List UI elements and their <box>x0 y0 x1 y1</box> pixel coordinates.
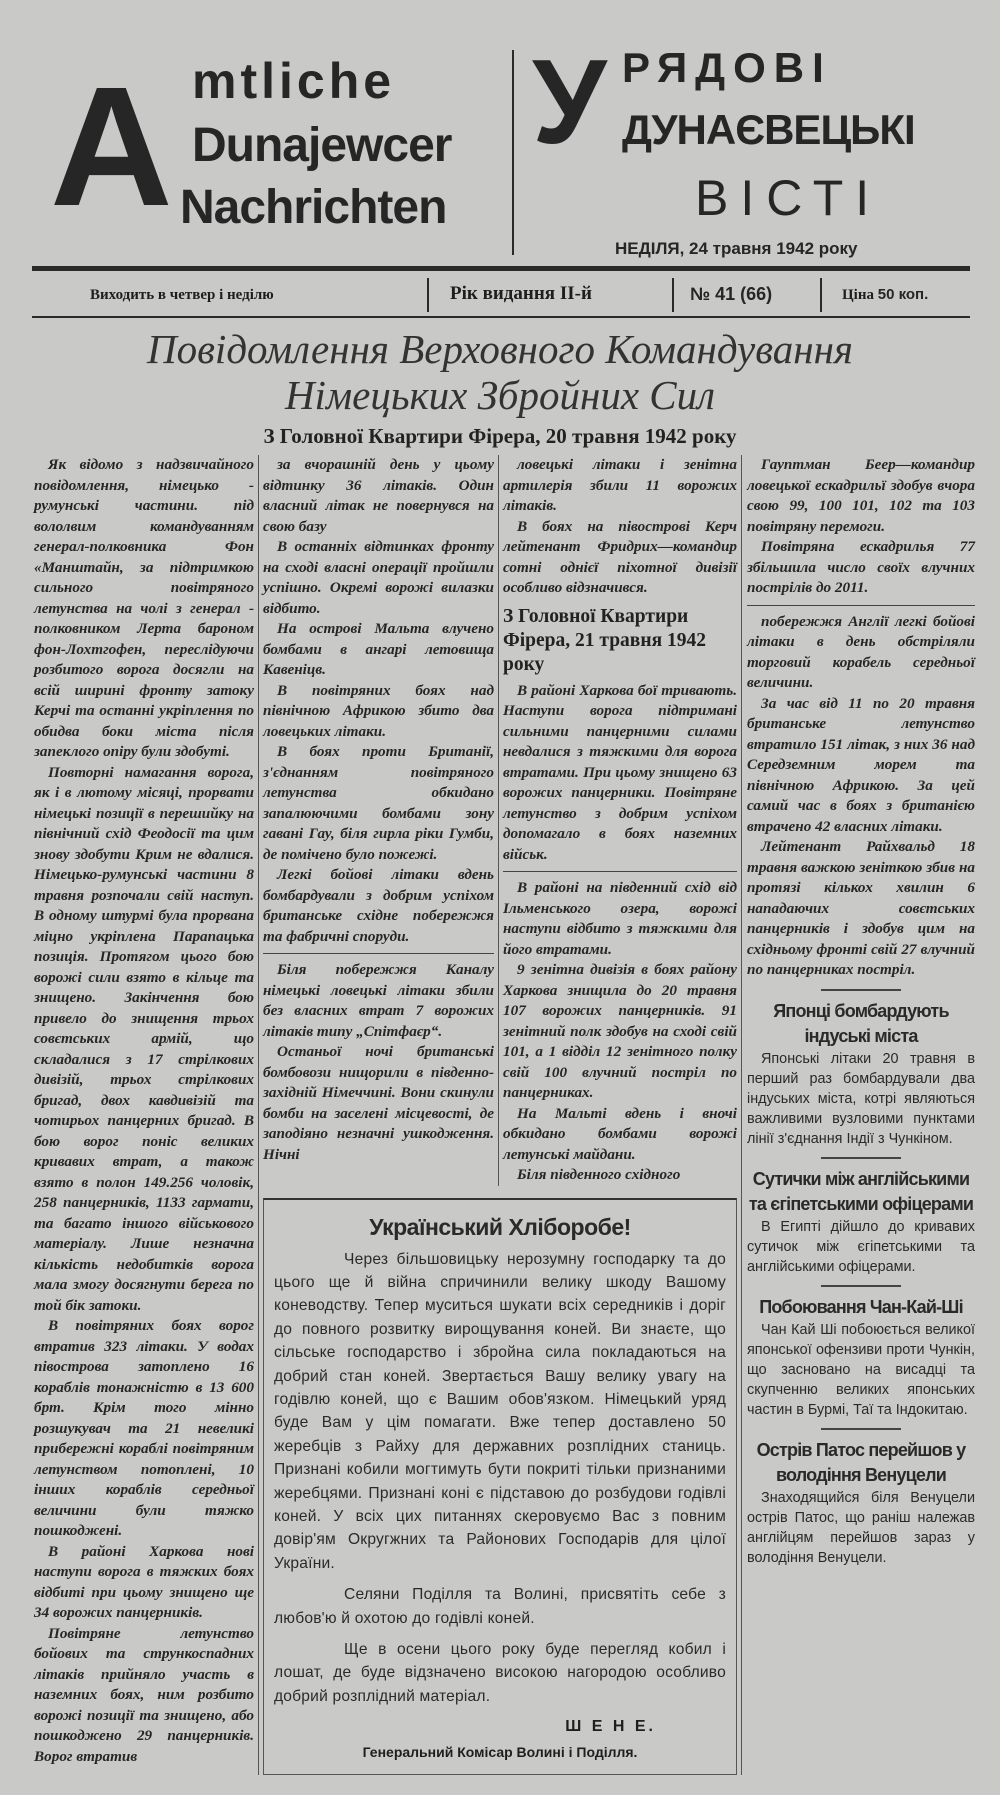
paragraph: Останьої ночі британські бомбовози нищорили в південно-західній Німеччині. Вони скинули бомби на заселені місцевості, де заподіяно незначні ушкодження. Нічні <box>263 1043 494 1163</box>
article-body <box>34 455 975 1795</box>
paragraph: В останніх відтинках фронту на сході власні операції пройшли успішно. Окремі ворожі вилазки відбито. <box>263 538 494 617</box>
paragraph: Біля побережжя Каналу німецькі ловецькі літаки збили без власних втрат 7 ворожих літаків типу „Спітфаєр“. <box>263 961 494 1040</box>
column-2-part-b <box>263 960 494 1165</box>
issue-number: № 41 (66) <box>690 284 773 304</box>
column-4-part-b <box>747 612 975 981</box>
publication-year: Рік видання II-й <box>450 283 592 304</box>
paragraph: Лейтенант Райхвальд 18 травня важкою зеніткою збив на протязі кількох хвилин 6 нападаючих совєтських панцерників і здобув цим на східньому фронті свій 27 влучний по панцерниках постріл. <box>747 838 975 978</box>
issue-date: НЕДІЛЯ, 24 травня 1942 року <box>615 239 858 258</box>
paragraph: Гауптман Беер—командир ловецької ескадрильї здобув вчора свою 99, 100 101, 102 та 103 повітряну перемоги. <box>747 456 975 535</box>
paragraph: В повітряних боях ворог втратив 323 літаки. У водах півострова затоплено 16 кораблів тонажністю в 13 600 брт. Крім того мінно розшукувач та 21 невеликі прибережні кораблі повітряним летунством потоплені, 10 інших кораблів середньої величини були тяжко пошкоджені. <box>34 1317 254 1539</box>
paragraph: Ще в осени цього року буде перегляд кобил і лошат, де буде відзначено високою нагородою особливо добрий розплідний матеріал. <box>274 1641 726 1705</box>
column-3 <box>498 455 737 1186</box>
column-4 <box>742 455 975 1568</box>
paragraph: В районі на південний схід від Ільменського озера, ворожі наступи відбито з тяжкими для його втратами. <box>503 879 737 958</box>
ornament-divider <box>821 1285 901 1287</box>
news-item <box>747 1438 975 1568</box>
main-headline <box>0 326 1000 418</box>
ornament-divider <box>821 1428 901 1430</box>
schedule-text: Виходить в четвер і неділю <box>90 287 274 303</box>
appeal-signature: Ш Е Н Е. <box>565 1718 656 1736</box>
masthead-de-line3: Nachrichten <box>180 181 447 234</box>
paragraph: Повітряне летунство бойових та стрункоспадних літаків прийняло участь в наземних боях, ним розбито ворожі позиції та знищено, або пошкоджено 29 панцерників. Ворог втратив <box>34 1624 254 1765</box>
news-text: Японські літаки 20 травня в перший раз бомбардували два індуських міста, котрі являються важливими вузловими пунктами лінії з'єднання Індії з Чункіном. <box>747 1050 975 1147</box>
news-text: В Египті дійшло до кривавих сутичок між єгіпетськими та англійськими офіцерами. <box>747 1218 975 1275</box>
appeal-title: Український Хліборобе! <box>369 1213 631 1240</box>
column-2-part-a <box>263 455 494 947</box>
top-rule <box>32 266 970 271</box>
column-3-part-a <box>503 455 737 599</box>
masthead-ua-initial: У <box>532 35 607 169</box>
paragraph: На Мальті вдень і вночі обкидано бомбами ворожі летунські майдани. <box>503 1104 737 1163</box>
paragraph: Повторні намагання ворога, як і в лютому місяці, прорвати німецькі позиції в перешийку на північний схід Феодосії та цим знову здобути Крим не вдалися. Німецько-румунські частини 8 травня розпочали свій наступ. В одному штурмі була прорвана міцно укріплена Парапацька позиція. Протягом цього бою ворожі сили взято в кільце та знищено. Закінчення бою привело до знищення трьох совєтських армій, що складалися з 17 стрілкових дивізій, трьох стрілкових бригад, двох кавдивізій та чотирьох панцерних бригад. В бою ворог поніс великих кривавих втрат, а також взято в полон 149.256 чоловік, 258 панцерників, 1133 гармати, та багато іншого військового матеріалу. Лише незначна кількість недобитків ворога мала змогу досягнути берега по той бік затоки. <box>34 763 254 1314</box>
masthead-ua-line3: ВІСТІ <box>695 170 882 226</box>
news-title: Острів Патос перейшов у володіння Венуцели <box>756 1439 966 1485</box>
news-title: Сутички між англійськими та єгіпетськими офіцерами <box>748 1168 974 1214</box>
price: Ціна 50 коп. <box>842 286 929 303</box>
news-title: Побоювання Чан-Кай-Ші <box>759 1296 963 1317</box>
paragraph: Селяни Поділля та Волині, присвятіть себе з любов'ю й охотою до годівлі коней. <box>274 1586 726 1627</box>
column-4-part-a <box>747 455 975 599</box>
masthead-divider <box>512 50 514 255</box>
news-item <box>747 1295 975 1420</box>
news-column <box>747 989 975 1568</box>
column-1 <box>34 455 258 1767</box>
news-item <box>747 999 975 1149</box>
column-3-part-b <box>503 681 737 866</box>
paragraph: Легкі бойові літаки вдень бомбардували з добрим успіхом британське східне побережжя та фабричні споруди. <box>263 866 494 945</box>
appeal-body <box>274 1248 726 1709</box>
ornament-divider <box>821 989 901 991</box>
news-title: Японці бомбардують індуські міста <box>773 1000 949 1046</box>
subheadline-may20: З Головної Квартири Фірера, 20 травня 1942 року <box>263 424 737 448</box>
ornament-divider <box>821 1157 901 1159</box>
paragraph: В районі Харкова нові наступи ворога в тяжких боях відбиті при цьому знищено ще 34 ворожих панцерників. <box>34 1542 254 1621</box>
paragraph: Через більшовицьку нерозумну господарку та до цього ще й війна спричинили велику шкоду Вашому коневодству. Тепер муситься шукати всіх середників і доріг до повного розвитку вирощування коней. Ви знаєте, що сільське господарство і збройна сила покладаються на добрий стан коней. Звертається Вашу велику увагу на годівлю коней, що є Вашим обов'язком. Німецький уряд буде Вам у цім помагати. Вже тепер доставлено 50 жеребців з Райху для державних розплідних станиць. Признані кобили могтимуть бути покриті тільки признаними жеребцями. Признані коні є підставою до розбудови годівлі коней. У всіх цих питаннях скеровуємо Вас з повним довір'ям Округжних та Районових Господарів для цілої України. <box>274 1250 726 1572</box>
paragraph: В районі Харкова бої тривають. Наступи ворога підтримані сильними панцерними силами невдалися з тяжкими для ворога втратами. При цьому знищено 63 ворожих панцерники. Повітряне летунство з добрим успіхом допомагало в боях наземних військ. <box>503 681 737 863</box>
news-item <box>747 1167 975 1277</box>
paragraph: за вчорашній день у цьому відтинку 36 літаків. Один власний літак не повернувся на свою базу <box>263 456 494 535</box>
headline-line1: Повідомлення Верховного Командування <box>147 326 853 372</box>
headline-line2: Німецьких Збройних Сил <box>284 372 716 418</box>
paragraph: Повітряна ескадрилья 77 збільшила число своїх влучних пострілів до 2011. <box>747 538 975 596</box>
column-3-part-c <box>503 878 737 1186</box>
masthead-ua-line2: ДУНАЄВЕЦЬКІ <box>622 106 915 153</box>
paragraph: 9 зенітна дивізія в боях району Харкова знищила до 20 травня 107 ворожих панцерників. 91 зенітний полк здобув на сході свій 101, а 1 відділ 12 зенітного полку свій 100 влучний постріл по панцерниках. <box>503 961 737 1101</box>
paragraph: Як відомо з надзвичайного повідомлення, німецько - румунські частини. під вололвим командуванням генерал-полковника Фон «Манштайн, за підтримкою сильного повітряного летунства на чолі з генерал - полковником Лерта бароном фон-Лохтгофен, переслідуючи розбитого ворога досягли на всій ширині фронту затоку Керчі та останні укріплення по обидва боки міста після запеклого опіру були здобуті. <box>34 456 254 760</box>
masthead-de-line1: mtliche <box>192 53 396 109</box>
paragraph: За час від 11 по 20 травня британське летунство втратило 151 літак, з них 36 над Середземним морем та північною Африкою. За цей самий час в боях з британією втрачено 42 власних літаки. <box>747 694 975 835</box>
subheadline-may21: З Головної Квартири Фірера, 21 травня 1942 року <box>503 605 706 675</box>
column-2 <box>263 455 498 1186</box>
paragraph: На острові Мальта влучено бомбами в ангарі летовища Кавеніцв. <box>263 620 494 678</box>
paragraph: ловецькі літаки і зенітна артилерія збили 11 ворожих літаків. <box>503 456 737 514</box>
paragraph: В повітряних боях над північною Африкою збито два ловецьких літаки. <box>263 681 494 740</box>
news-text: Чан Кай Ші побоюється великої японської офензиви проти Чункін, що засновано на висадці та скупченню великих японських частин в Бурмі, Таї та Індокитаю. <box>747 1321 975 1418</box>
paragraph: побережжя Англії легкі бойові літаки в день обстріляли торговий корабель середньої величини. <box>747 612 975 691</box>
appeal-article <box>263 1198 737 1776</box>
masthead-de-line2: Dunajewcer <box>192 119 452 172</box>
masthead-ua-line1: РЯДОВІ <box>622 44 832 91</box>
paragraph: В боях проти Британії, з'єднанням повітряного летунства обкидано запалюючими бомбами зону гавані Гау, біля гирла ріки Гумби, де помічено було пожежі. <box>263 743 494 863</box>
masthead-de-initial: A <box>50 52 173 242</box>
appeal-signer-title: Генеральний Комісар Волині і Поділля. <box>362 1744 638 1761</box>
paragraph: Біля південного східного <box>517 1166 681 1183</box>
info-rule <box>32 316 970 318</box>
news-text: Знаходящийся біля Венуцели острів Патос, що раніш належав англійцям перейшов зараз у володіння Венуцели. <box>747 1489 975 1566</box>
paragraph: В боях на півострові Керч лейтенант Фридрих—командир сотні однієї піхотної дивізії особливо відзначився. <box>503 517 737 596</box>
middle-columns <box>258 455 742 1775</box>
